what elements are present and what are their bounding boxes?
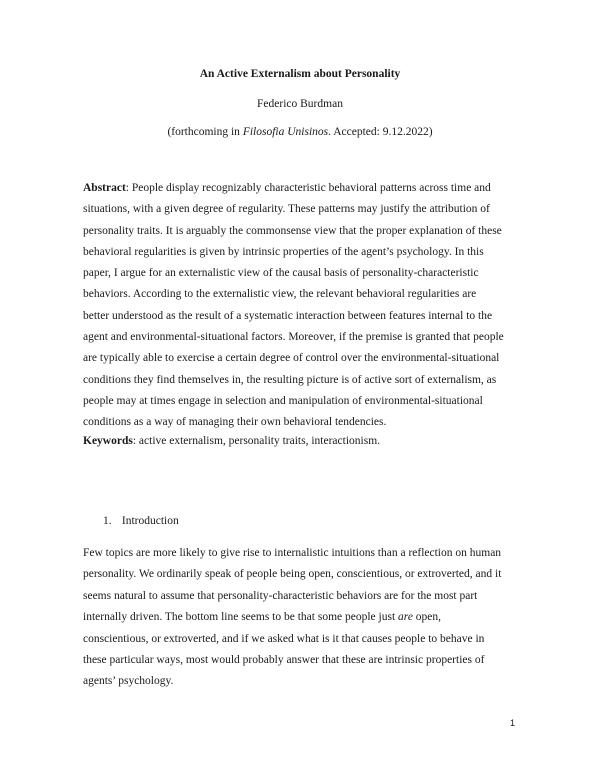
emphasized-word: are: [398, 611, 413, 624]
abstract-line: conditions as a way of managing their own behavioral tendencies.: [83, 416, 387, 429]
abstract-line: situations, with a given degree of regularity. These patterns may justify the attribution of: [83, 203, 490, 216]
paragraph-line: internally driven. The bottom line seems to be that some people just are open,: [83, 611, 442, 624]
section-heading: [103, 515, 179, 527]
section-number: 1.: [103, 515, 112, 527]
abstract-line: behaviors. According to the externalistic view, the relevant behavioral regularities are: [83, 288, 477, 301]
author-name: Federico Burdman: [257, 98, 343, 110]
paragraph-line: personality. We ordinarily speak of people being open, conscientious, or extroverted, and it: [83, 568, 502, 581]
publication-note-prefix: (forthcoming in: [167, 126, 243, 138]
section-title: Introduction: [121, 515, 179, 527]
abstract-line: better understood as the result of a systematic interaction between features internal to the: [83, 309, 493, 322]
abstract-line: paper, I argue for an externalistic view of the causal basis of personality-characteristic: [83, 267, 479, 280]
abstract-line: behavioral regularities is given by intrinsic properties of the agent’s psychology. In this: [83, 245, 484, 258]
paragraph-line: Few topics are more likely to give rise to internalistic intuitions than a reflection on human: [83, 547, 502, 559]
paragraph-line: agents’ psychology.: [83, 675, 174, 688]
abstract-line: agent and environmental-situational factors. Moreover, if the premise is granted that people: [83, 331, 504, 344]
keywords-list: : active externalism, personality traits, interactionism.: [132, 435, 381, 447]
keywords: [83, 431, 523, 452]
abstract-line: are typically able to exercise a certain degree of control over the environmental-situational: [83, 352, 500, 365]
abstract-line: people may at times engage in selection and manipulation of environmental-situational: [83, 394, 483, 407]
publication-note-suffix: . Accepted: 9.12.2022): [328, 126, 433, 138]
publication-note: [0, 126, 600, 138]
keywords-label: Keywords: [83, 435, 133, 447]
page-number: 1: [510, 718, 516, 728]
paper-title: An Active Externalism about Personality: [199, 68, 401, 80]
abstract-label: Abstract: [83, 182, 126, 194]
abstract-line: Abstract: People display recognizably characteristic behavioral patterns across time and: [83, 182, 491, 194]
introduction-paragraph: [83, 543, 523, 693]
abstract-line: conditions they find themselves in, the resulting picture is of active sort of externalism, as: [83, 373, 497, 386]
abstract-line: personality traits. It is arguably the commonsense view that the proper explanation of these: [83, 224, 502, 237]
paragraph-line: seems natural to assume that personality-characteristic behaviors are for the most part: [83, 589, 478, 602]
paragraph-line: conscientious, or extroverted, and if we asked what is it that causes people to behave in: [83, 632, 485, 645]
journal-name: Filosofia Unisinos: [242, 126, 329, 138]
paragraph-line: these particular ways, most would probably answer that these are intrinsic properties of: [83, 654, 485, 667]
abstract: [83, 178, 523, 434]
